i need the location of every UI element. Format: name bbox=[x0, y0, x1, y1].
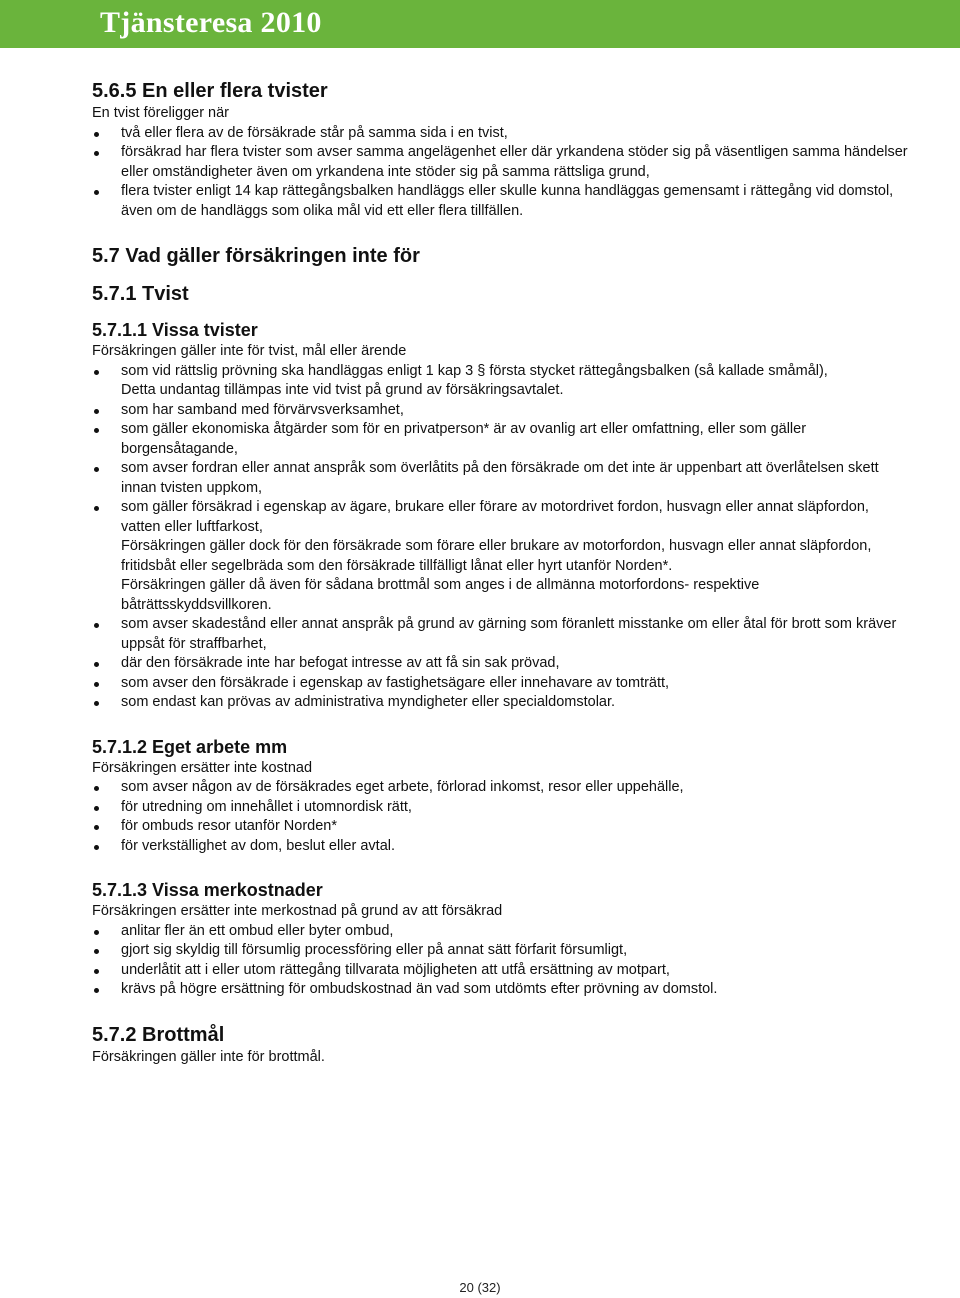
list-item-text: som gäller försäkrad i egenskap av ägare, brukare eller förare av motordrivet fordon, husvagn eller annat släpfordon, vatten eller luftfarkost, bbox=[121, 499, 869, 535]
list-item: krävs på högre ersättning för ombudskostnad än vad som utdömts efter prövning av domstol. bbox=[92, 980, 912, 1000]
list-item: som gäller ekonomiska åtgärder som för en privatperson* är av ovanlig art eller omfattning, eller som gäller borgensåtagande, bbox=[92, 420, 912, 459]
document-title: Tjänsteresa 2010 bbox=[100, 6, 322, 39]
list-item: för ombuds resor utanför Norden* bbox=[92, 817, 912, 837]
heading-5-7-1-2: 5.7.1.2 Eget arbete mm bbox=[92, 736, 288, 757]
section-text: Försäkringen gäller inte för brottmål. bbox=[92, 1048, 325, 1065]
list-item-note: Försäkringen gäller dock för den försäkrade som förare eller brukare av motorfordon, husvagn eller annat släpfordon, fritidsbåt eller segelbräda som den försäkrade tillfälligt lånat eller hyrt utanför Norden*. bbox=[121, 538, 872, 574]
heading-5-7-1: 5.7.1 Tvist bbox=[92, 283, 189, 305]
list-item: underlåtit att i eller utom rättegång tillvarata möjligheten att utfå ersättning av motpart, bbox=[92, 961, 912, 981]
page-number: 20 (32) bbox=[459, 1280, 501, 1295]
bullet-list bbox=[92, 124, 912, 222]
list-item: anlitar fler än ett ombud eller byter ombud, bbox=[92, 922, 912, 942]
list-item: försäkrad har flera tvister som avser samma angelägenhet eller där yrkandena stöder sig på väsentligen samma händelser eller omständigheter även om yrkandena inte stöder sig på samma rättsliga grund, bbox=[92, 143, 912, 182]
list-item: som avser någon av de försäkrades eget arbete, förlorad inkomst, resor eller uppehälle, bbox=[92, 778, 912, 798]
heading-5-6-5: 5.6.5 En eller flera tvister bbox=[92, 80, 328, 102]
heading-5-7: 5.7 Vad gäller försäkringen inte för bbox=[92, 245, 420, 267]
section-intro: Försäkringen ersätter inte kostnad bbox=[92, 759, 313, 776]
section-intro: En tvist föreligger när bbox=[92, 105, 230, 121]
page-content bbox=[92, 78, 912, 1067]
bullet-list bbox=[92, 922, 912, 1000]
list-item-note: Försäkringen gäller då även för sådana brottmål som anges i de allmänna motorfordons- respektive båträttsskyddsvillkoren. bbox=[121, 577, 760, 613]
list-item bbox=[92, 498, 912, 615]
list-item: där den försäkrade inte har befogat intresse av att få sin sak prövad, bbox=[92, 654, 912, 674]
list-item bbox=[92, 362, 912, 401]
list-item: som avser skadestånd eller annat anspråk på grund av gärning som föranlett misstanke om eller åtal för brott som kräver uppsåt för straffbarhet, bbox=[92, 615, 912, 654]
section-intro: Försäkringen ersätter inte merkostnad på grund av att försäkrad bbox=[92, 903, 503, 919]
heading-5-7-2: 5.7.2 Brottmål bbox=[92, 1023, 225, 1046]
list-item-text: som vid rättslig prövning ska handläggas enligt 1 kap 3 § första stycket rättegångsbalken (så kallade småmål), bbox=[121, 362, 828, 379]
list-item: två eller flera av de försäkrade står på samma sida i en tvist, bbox=[92, 124, 912, 144]
list-item: flera tvister enligt 14 kap rättegångsbalken handläggs eller skulle kunna handläggas gemensamt i rättegång vid domstol, även om de handläggs som olika mål vid ett eller flera tillfällen. bbox=[92, 182, 912, 221]
list-item: som avser fordran eller annat anspråk som överlåtits på den försäkrade om det inte är uppenbart att överlåtelsen skett innan tvisten uppkom, bbox=[92, 459, 912, 498]
header-banner bbox=[0, 0, 960, 48]
bullet-list bbox=[92, 362, 912, 713]
list-item: som avser den försäkrade i egenskap av fastighetsägare eller innehavare av tomträtt, bbox=[92, 674, 912, 694]
section-intro: Försäkringen gäller inte för tvist, mål eller ärende bbox=[92, 343, 407, 359]
list-item: för utredning om innehållet i utomnordisk rätt, bbox=[92, 798, 912, 818]
list-item: gjort sig skyldig till försumlig processföring eller på annat sätt förfarit försumligt, bbox=[92, 941, 912, 961]
heading-5-7-1-1: 5.7.1.1 Vissa tvister bbox=[92, 320, 258, 340]
bullet-list bbox=[92, 778, 912, 856]
list-item: som endast kan prövas av administrativa myndigheter eller specialdomstolar. bbox=[92, 693, 912, 713]
heading-5-7-1-3: 5.7.1.3 Vissa merkostnader bbox=[92, 880, 323, 900]
list-item: som har samband med förvärvsverksamhet, bbox=[92, 401, 912, 421]
list-item: för verkställighet av dom, beslut eller avtal. bbox=[92, 837, 912, 857]
list-item-note: Detta undantag tillämpas inte vid tvist på grund av försäkringsavtalet. bbox=[121, 382, 564, 398]
